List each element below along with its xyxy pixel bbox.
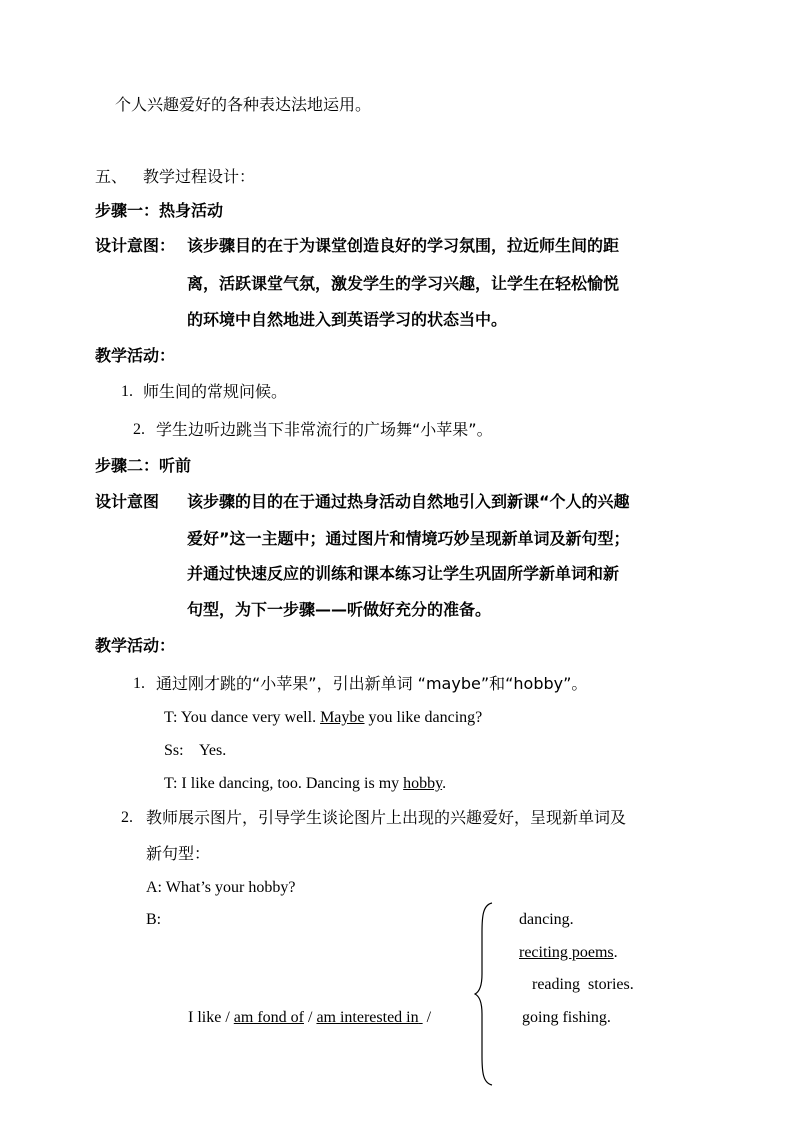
step2-title: 步骤二：听前 <box>95 456 192 475</box>
step2-intent-label: 设计意图 <box>95 492 160 511</box>
dialog-t1-after: you like dancing? <box>364 709 483 726</box>
section-number: 五、 <box>95 167 128 186</box>
step1-intent-line-2: 离，活跃课堂气氛，激发学生的学习兴趣，让学生在轻松愉悦 <box>187 274 620 293</box>
step1-intent-label: 设计意图： <box>95 236 176 255</box>
step2-intent-line-1: 该步骤的目的在于通过热身活动自然地引入到新课“个人的兴趣 <box>187 492 630 511</box>
step1-activity-2-text: 学生边听边跳当下非常流行的广场舞“小苹果”。 <box>156 420 493 439</box>
step1-activity-1-num: 1. <box>121 383 133 400</box>
step2-item1-text: 通过刚才跳的“小苹果”，引出新单词 “maybe”和“hobby”。 <box>156 674 588 693</box>
dialog-b-label: B: <box>146 911 162 928</box>
option-reading-stories: reading stories. <box>532 976 634 993</box>
dialog-a-line: A: What’s your hobby? <box>146 879 296 896</box>
option-reciting-poems: reciting poems. <box>519 944 618 961</box>
dialog-t1-underlined: Maybe <box>320 709 365 726</box>
intro-tail-text: 个人兴趣爱好的各种表达法地运用。 <box>115 95 372 114</box>
curly-brace <box>474 902 494 1086</box>
step2-intent-line-2: 爱好”这一主题中；通过图片和情境巧妙呈现新单词及新句型； <box>187 529 630 548</box>
pattern-i-like: I like <box>188 1009 222 1026</box>
step1-intent-line-3: 的环境中自然地进入到英语学习的状态当中。 <box>187 310 508 329</box>
step2-intent-line-4: 句型，为下一步骤——听做好充分的准备。 <box>187 600 492 619</box>
step2-item2-text-line-2: 新句型： <box>146 844 211 863</box>
dialog-t1-before: T: You dance very well. <box>164 709 321 726</box>
step1-title: 步骤一：热身活动 <box>95 201 224 220</box>
option-going-fishing: going fishing. <box>522 1009 611 1026</box>
section-title: 教学过程设计： <box>143 167 256 186</box>
pattern-interested-in: am interested in <box>316 1009 419 1026</box>
sentence-pattern: I like / am fond of / am interested in / <box>188 1009 432 1026</box>
step2-item2-num: 2. <box>121 809 133 826</box>
step2-item2-text-line-1: 教师展示图片，引导学生谈论图片上出现的兴趣爱好，呈现新单词及 <box>146 808 627 827</box>
step1-activity-2-num: 2. <box>133 421 145 438</box>
step1-activity-1-text: 师生间的常规问候。 <box>143 382 288 401</box>
dialog-students-line: Ss: Yes. <box>164 742 227 759</box>
step1-activities-label: 教学活动： <box>95 346 176 365</box>
dialog-t2-underlined: hobby <box>403 775 443 792</box>
step1-intent-line-1: 该步骤目的在于为课堂创造良好的学习氛围，拉近师生间的距 <box>187 236 620 255</box>
pattern-fond-of: am fond of <box>233 1009 304 1026</box>
dialog-t2-after: . <box>442 775 447 792</box>
option-dancing: dancing. <box>519 911 574 928</box>
option-reciting-poems-underlined: reciting poems <box>519 944 614 961</box>
step2-activities-label: 教学活动： <box>95 636 176 655</box>
step2-intent-line-3: 并通过快速反应的训练和课本练习让学生巩固所学新单词和新 <box>187 564 620 583</box>
dialog-teacher-line-2 <box>164 776 446 792</box>
dialog-teacher-line-1 <box>164 710 482 726</box>
step2-item1-num: 1. <box>133 675 145 692</box>
dialog-t2-before: T: I like dancing, too. Dancing is my <box>164 775 404 792</box>
